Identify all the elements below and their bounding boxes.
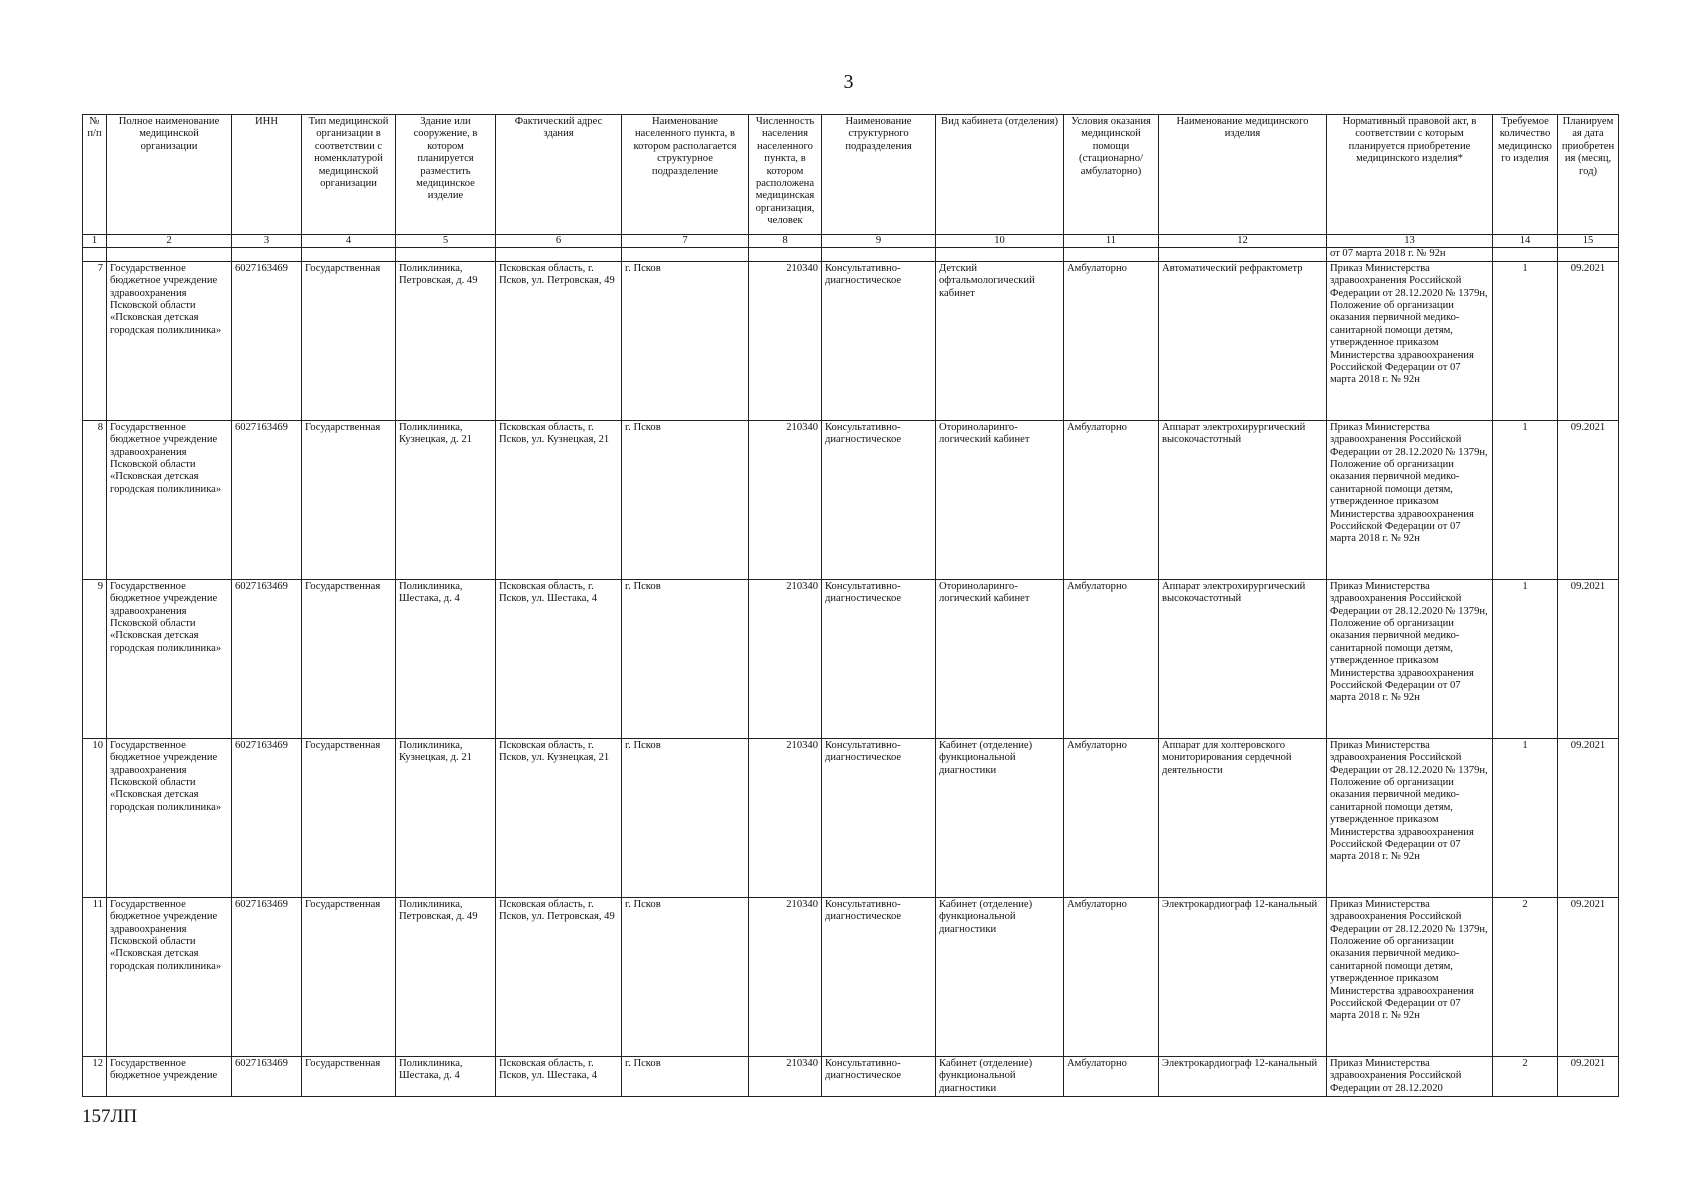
- row-number-cell: 10: [83, 738, 107, 897]
- inn-cell: 6027163469: [232, 1056, 302, 1096]
- legal-act-cell: Приказ Министерства здравоохранения Российской Федерации от 28.12.2020 № 1379н, Положение об организации оказания первичной медико-санитарной помощи детям, утвержденное приказом Министерства здравоохранения Российской Федерации от 07 марта 2018 г. № 92н: [1327, 579, 1493, 738]
- header-cell: Фактический адрес здания: [496, 115, 622, 235]
- purchase-date-cell: 09.2021: [1558, 1056, 1619, 1096]
- column-number-cell: 8: [749, 235, 822, 248]
- column-number-cell: 3: [232, 235, 302, 248]
- legal-act-cell: Приказ Министерства здравоохранения Российской Федерации от 28.12.2020 № 1379н, Положение об организации оказания первичной медико-санитарной помощи детям, утвержденное приказом Министерства здравоохранения Российской Федерации от 07 марта 2018 г. № 92н: [1327, 897, 1493, 1056]
- row-number-cell: 9: [83, 579, 107, 738]
- locality-cell: г. Псков: [622, 738, 749, 897]
- quantity-cell: 1: [1493, 261, 1558, 420]
- cabinet-type-cell: Оториноларинго-логический кабинет: [936, 579, 1064, 738]
- quantity-cell: 1: [1493, 738, 1558, 897]
- header-cell: Наименование населенного пункта, в котором располагается структурное подразделение: [622, 115, 749, 235]
- header-cell: Наименование медицинского изделия: [1159, 115, 1327, 235]
- header-cell: Полное наименование медицинской организации: [107, 115, 232, 235]
- population-cell: 210340: [749, 420, 822, 579]
- organization-name-cell: Государственное бюджетное учреждение здравоохранения Псковской области «Псковская детская городская поликлиника»: [107, 579, 232, 738]
- table-row: [83, 420, 1619, 579]
- address-cell: Псковская область, г. Псков, ул. Петровская, 49: [496, 261, 622, 420]
- column-number-cell: 14: [1493, 235, 1558, 248]
- header-cell: ИНН: [232, 115, 302, 235]
- footer-code: 157ЛП: [82, 1106, 138, 1127]
- device-name-cell: Аппарат электрохирургический высокочастотный: [1159, 579, 1327, 738]
- row-number-cell: 7: [83, 261, 107, 420]
- header-row: [83, 115, 1619, 235]
- inn-cell: 6027163469: [232, 261, 302, 420]
- organization-name-cell: Государственное бюджетное учреждение здравоохранения Псковской области «Псковская детская городская поликлиника»: [107, 420, 232, 579]
- header-cell: № п/п: [83, 115, 107, 235]
- care-conditions-cell: Амбулаторно: [1064, 420, 1159, 579]
- column-number-cell: 15: [1558, 235, 1619, 248]
- header-cell: Численность населения населенного пункта, в котором расположена медицинская организация, человек: [749, 115, 822, 235]
- device-name-cell: Автоматический рефрактометр: [1159, 261, 1327, 420]
- address-cell: Псковская область, г. Псков, ул. Шестака, 4: [496, 1056, 622, 1096]
- population-cell: 210340: [749, 579, 822, 738]
- purchase-date-cell: 09.2021: [1558, 261, 1619, 420]
- legal-act-cell: Приказ Министерства здравоохранения Российской Федерации от 28.12.2020: [1327, 1056, 1493, 1096]
- address-cell: Псковская область, г. Псков, ул. Петровская, 49: [496, 897, 622, 1056]
- header-cell: Тип медицинской организации в соответствии с номенклатурой медицинской организации: [302, 115, 396, 235]
- quantity-cell: 1: [1493, 579, 1558, 738]
- inn-cell: 6027163469: [232, 579, 302, 738]
- header-cell: Требуемое количество медицинского изделия: [1493, 115, 1558, 235]
- organization-type-cell: Государственная: [302, 1056, 396, 1096]
- row-number-cell: 12: [83, 1056, 107, 1096]
- device-name-cell: Электрокардиограф 12-канальный: [1159, 1056, 1327, 1096]
- cabinet-type-cell: Кабинет (отделение) функциональной диагностики: [936, 897, 1064, 1056]
- care-conditions-cell: Амбулаторно: [1064, 1056, 1159, 1096]
- quantity-cell: 1: [1493, 420, 1558, 579]
- table-row: [83, 579, 1619, 738]
- organization-name-cell: Государственное бюджетное учреждение здравоохранения Псковской области «Псковская детская городская поликлиника»: [107, 897, 232, 1056]
- header-cell: Планируемая дата приобретения (месяц, год): [1558, 115, 1619, 235]
- device-name-cell: Аппарат для холтеровского мониторирования сердечной деятельности: [1159, 738, 1327, 897]
- division-cell: Консультативно-диагностическое: [822, 579, 936, 738]
- column-number-cell: 12: [1159, 235, 1327, 248]
- header-cell: Наименование структурного подразделения: [822, 115, 936, 235]
- header-cell: Вид кабинета (отделения): [936, 115, 1064, 235]
- organization-name-cell: Государственное бюджетное учреждение здравоохранения Псковской области «Псковская детская городская поликлиника»: [107, 738, 232, 897]
- column-number-cell: 4: [302, 235, 396, 248]
- building-cell: Поликлиника, Шестака, д. 4: [396, 579, 496, 738]
- legal-act-cell: Приказ Министерства здравоохранения Российской Федерации от 28.12.2020 № 1379н, Положение об организации оказания первичной медико-санитарной помощи детям, утвержденное приказом Министерства здравоохранения Российской Федерации от 07 марта 2018 г. № 92н: [1327, 738, 1493, 897]
- continuation-cell: от 07 марта 2018 г. № 92н: [1327, 248, 1493, 261]
- population-cell: 210340: [749, 261, 822, 420]
- population-cell: 210340: [749, 1056, 822, 1096]
- division-cell: Консультативно-диагностическое: [822, 738, 936, 897]
- table-header: [83, 115, 1619, 235]
- quantity-cell: 2: [1493, 1056, 1558, 1096]
- care-conditions-cell: Амбулаторно: [1064, 261, 1159, 420]
- locality-cell: г. Псков: [622, 897, 749, 1056]
- header-cell: Нормативный правовой акт, в соответствии с которым планируется приобретение медицинского изделия*: [1327, 115, 1493, 235]
- care-conditions-cell: Амбулаторно: [1064, 738, 1159, 897]
- continuation-row: [83, 248, 1619, 261]
- address-cell: Псковская область, г. Псков, ул. Шестака, 4: [496, 579, 622, 738]
- legal-act-cell: Приказ Министерства здравоохранения Российской Федерации от 28.12.2020 № 1379н, Положение об организации оказания первичной медико-санитарной помощи детям, утвержденное приказом Министерства здравоохранения Российской Федерации от 07 марта 2018 г. № 92н: [1327, 261, 1493, 420]
- address-cell: Псковская область, г. Псков, ул. Кузнецкая, 21: [496, 738, 622, 897]
- organization-type-cell: Государственная: [302, 579, 396, 738]
- cabinet-type-cell: Оториноларинго-логический кабинет: [936, 420, 1064, 579]
- population-cell: 210340: [749, 897, 822, 1056]
- column-number-row: [83, 235, 1619, 248]
- inn-cell: 6027163469: [232, 738, 302, 897]
- building-cell: Поликлиника, Кузнецкая, д. 21: [396, 738, 496, 897]
- table-row: [83, 897, 1619, 1056]
- header-cell: Условия оказания медицинской помощи (стационарно/ амбулаторно): [1064, 115, 1159, 235]
- cabinet-type-cell: Детский офтальмологический кабинет: [936, 261, 1064, 420]
- division-cell: Консультативно-диагностическое: [822, 420, 936, 579]
- legal-act-cell: Приказ Министерства здравоохранения Российской Федерации от 28.12.2020 № 1379н, Положение об организации оказания первичной медико-санитарной помощи детям, утвержденное приказом Министерства здравоохранения Российской Федерации от 07 марта 2018 г. № 92н: [1327, 420, 1493, 579]
- organization-type-cell: Государственная: [302, 261, 396, 420]
- locality-cell: г. Псков: [622, 579, 749, 738]
- row-number-cell: 8: [83, 420, 107, 579]
- organization-type-cell: Государственная: [302, 420, 396, 579]
- building-cell: Поликлиника, Шестака, д. 4: [396, 1056, 496, 1096]
- medical-equipment-table: [82, 114, 1619, 1097]
- column-number-cell: 6: [496, 235, 622, 248]
- header-cell: Здание или сооружение, в котором планируется разместить медицинское изделие: [396, 115, 496, 235]
- building-cell: Поликлиника, Петровская, д. 49: [396, 897, 496, 1056]
- cabinet-type-cell: Кабинет (отделение) функциональной диагностики: [936, 1056, 1064, 1096]
- purchase-date-cell: 09.2021: [1558, 420, 1619, 579]
- organization-name-cell: Государственное бюджетное учреждение здравоохранения Псковской области «Псковская детская городская поликлиника»: [107, 261, 232, 420]
- column-number-cell: 11: [1064, 235, 1159, 248]
- device-name-cell: Аппарат электрохирургический высокочастотный: [1159, 420, 1327, 579]
- division-cell: Консультативно-диагностическое: [822, 897, 936, 1056]
- column-number-cell: 1: [83, 235, 107, 248]
- locality-cell: г. Псков: [622, 261, 749, 420]
- organization-name-cell: Государственное бюджетное учреждение: [107, 1056, 232, 1096]
- table-row: [83, 1056, 1619, 1096]
- row-number-cell: 11: [83, 897, 107, 1056]
- care-conditions-cell: Амбулаторно: [1064, 897, 1159, 1056]
- population-cell: 210340: [749, 738, 822, 897]
- column-number-cell: 13: [1327, 235, 1493, 248]
- address-cell: Псковская область, г. Псков, ул. Кузнецкая, 21: [496, 420, 622, 579]
- column-number-cell: 2: [107, 235, 232, 248]
- inn-cell: 6027163469: [232, 420, 302, 579]
- column-number-cell: 5: [396, 235, 496, 248]
- locality-cell: г. Псков: [622, 420, 749, 579]
- purchase-date-cell: 09.2021: [1558, 897, 1619, 1056]
- inn-cell: 6027163469: [232, 897, 302, 1056]
- device-name-cell: Электрокардиограф 12-канальный: [1159, 897, 1327, 1056]
- table-row: [83, 738, 1619, 897]
- purchase-date-cell: 09.2021: [1558, 579, 1619, 738]
- organization-type-cell: Государственная: [302, 738, 396, 897]
- table-body: [83, 235, 1619, 1097]
- care-conditions-cell: Амбулаторно: [1064, 579, 1159, 738]
- organization-type-cell: Государственная: [302, 897, 396, 1056]
- table-row: [83, 261, 1619, 420]
- building-cell: Поликлиника, Кузнецкая, д. 21: [396, 420, 496, 579]
- column-number-cell: 7: [622, 235, 749, 248]
- division-cell: Консультативно-диагностическое: [822, 261, 936, 420]
- quantity-cell: 2: [1493, 897, 1558, 1056]
- cabinet-type-cell: Кабинет (отделение) функциональной диагностики: [936, 738, 1064, 897]
- building-cell: Поликлиника, Петровская, д. 49: [396, 261, 496, 420]
- locality-cell: г. Псков: [622, 1056, 749, 1096]
- register-table-wrapper: [82, 114, 1618, 1097]
- division-cell: Консультативно-диагностическое: [822, 1056, 936, 1096]
- column-number-cell: 10: [936, 235, 1064, 248]
- page-number: 3: [843, 71, 854, 93]
- column-number-cell: 9: [822, 235, 936, 248]
- purchase-date-cell: 09.2021: [1558, 738, 1619, 897]
